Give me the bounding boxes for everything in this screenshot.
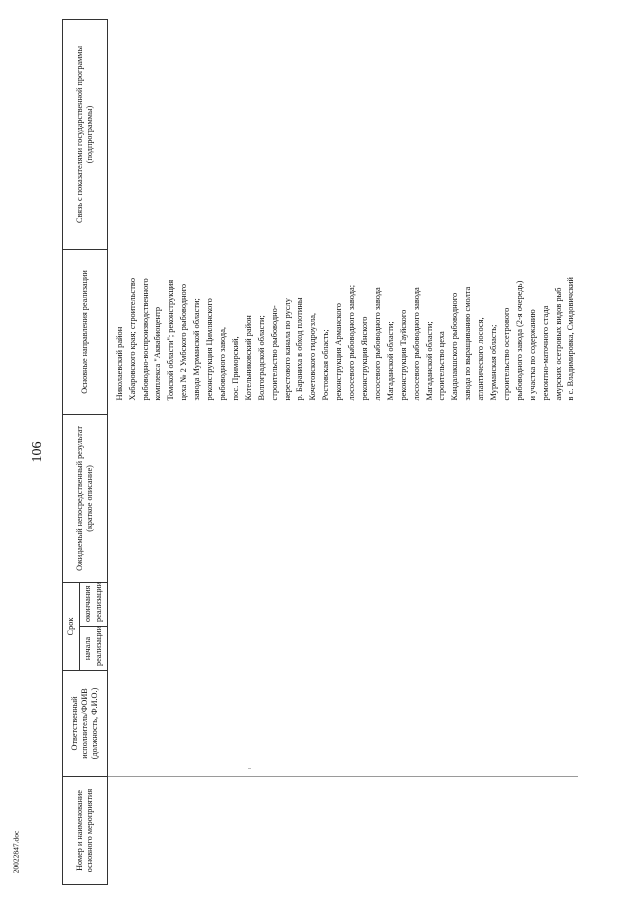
list-item: комплекса "Аквабиоцентр bbox=[153, 306, 163, 401]
list-item: амурских осетровых видов рыб bbox=[553, 287, 563, 401]
header-term-start: начала реализации bbox=[80, 627, 108, 671]
list-item: лососевого рыбоводного завода bbox=[411, 287, 421, 401]
list-item: атлантического лосося, bbox=[476, 317, 486, 401]
list-item: пос. Приморский, bbox=[230, 336, 240, 401]
cell-term-start bbox=[107, 627, 578, 671]
list-item: завода по выращиванию смолта bbox=[463, 286, 473, 401]
header-program-link: Связь с показателями государственной программы (подпрограммы) bbox=[63, 19, 108, 249]
header-term-end: окончания реализации bbox=[80, 582, 108, 626]
list-item: реконструкция Арманского bbox=[334, 303, 344, 401]
list-item: завода Мурманской области; bbox=[192, 298, 202, 401]
list-item: в с. Владимировка, Смидовичский bbox=[566, 277, 576, 401]
list-item: строительство рыбоводно- bbox=[269, 305, 279, 401]
header-responsible: Ответственный исполнитель/ФОИВ (должность, Ф.И.О.) bbox=[63, 671, 108, 777]
list-item: Волгоградской области; bbox=[256, 315, 266, 401]
list-item: Хабаровского края; строительство bbox=[127, 277, 137, 401]
list-item: нерестового канала по руслу bbox=[282, 298, 292, 401]
cell-responsible bbox=[107, 671, 578, 777]
cell-number-name bbox=[107, 777, 578, 885]
list-item: Томской области"; реконструкция bbox=[166, 279, 176, 401]
list-item: строительство цеха bbox=[437, 331, 447, 401]
list-item: лососевого рыбоводного завода bbox=[372, 287, 382, 401]
header-term: Срок bbox=[63, 582, 80, 670]
scan-speck bbox=[248, 768, 251, 769]
header-expected-result: Ожидаемый непосредственный результат (краткое описание) bbox=[63, 414, 108, 582]
page-number: 106 bbox=[30, 441, 45, 463]
list-item: Ростовская область; bbox=[321, 329, 331, 401]
cell-program-link bbox=[107, 19, 578, 249]
list-item: р. Бараниха в обход плотины bbox=[295, 297, 305, 401]
list-item: лососевого рыбоводного завода; bbox=[347, 284, 357, 401]
list-item: ремонтно-маточного стада bbox=[540, 305, 550, 401]
list-item: Магаданской области; bbox=[424, 321, 434, 401]
list-item: Николаевский район bbox=[114, 326, 124, 401]
list-item: Магаданской области; bbox=[385, 321, 395, 401]
measures-table bbox=[62, 19, 578, 885]
list-item: реконструкция Тауйского bbox=[398, 309, 408, 401]
document-id: 20022847.doc bbox=[11, 830, 21, 874]
header-number-name: Номер и наименование основного мероприятия bbox=[63, 777, 108, 885]
list-item: Мурманская область; bbox=[489, 324, 499, 401]
list-item: Кочетовского гидроузла, bbox=[308, 312, 318, 401]
list-item: реконструкция Янского bbox=[359, 316, 369, 401]
header-row-1 bbox=[63, 19, 80, 884]
list-item: и участка по содержанию bbox=[527, 309, 537, 401]
cell-term-end bbox=[107, 582, 578, 626]
list-item: рыбоводно-воспроизводственного bbox=[140, 278, 150, 401]
header-directions: Основные направления реализации bbox=[63, 249, 108, 414]
list-item: цеха № 2 Умбского рыбоводного bbox=[179, 283, 189, 401]
list-item: рыбоводного завода, bbox=[218, 327, 227, 401]
list-item: Котельниковский район bbox=[243, 315, 253, 401]
table-body-row bbox=[107, 19, 578, 884]
cell-expected-result bbox=[107, 414, 578, 582]
list-item: рыбоводного завода (2-я очередь) bbox=[514, 280, 524, 401]
list-item: Кандалакшского рыбоводного bbox=[450, 292, 460, 401]
rotated-table-area bbox=[62, 20, 576, 873]
list-item: строительство осетрового bbox=[501, 307, 511, 401]
directions-list bbox=[108, 249, 579, 414]
list-item: реконструкция Цимлянского bbox=[205, 298, 215, 401]
cell-directions bbox=[107, 249, 578, 414]
